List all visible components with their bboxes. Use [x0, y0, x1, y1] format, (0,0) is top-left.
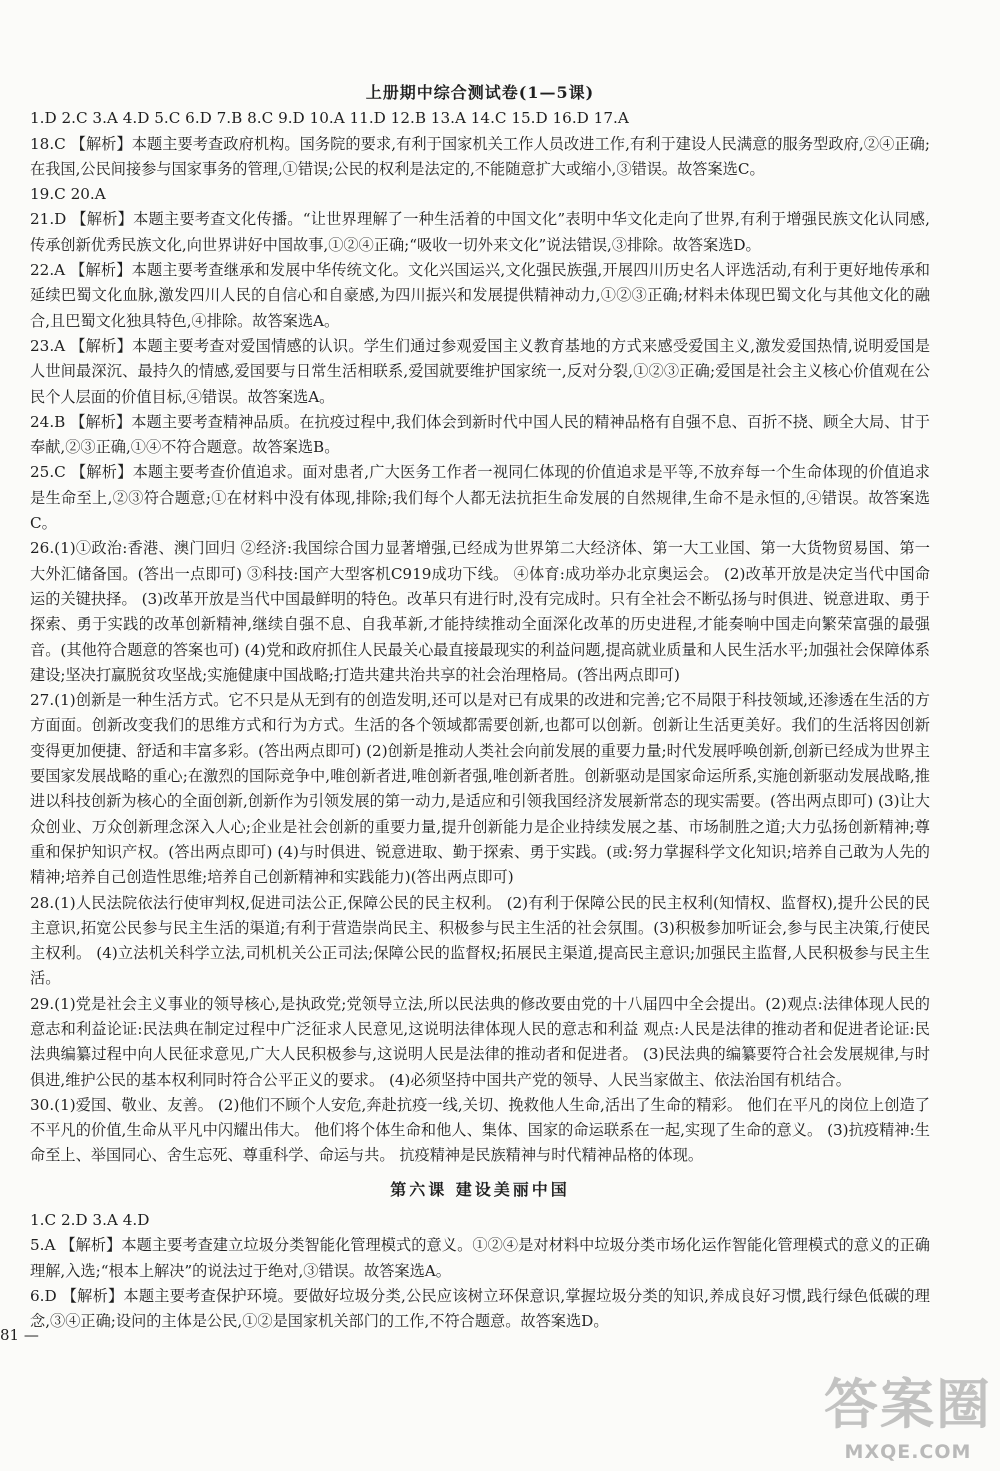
- answer-item: 28.(1)人民法院依法行使审判权,促进司法公正,保障公民的民主权利。 (2)有利于保障公民的民主权利(知情权、监督权),提升公民的民主意识,拓宽公民参与民主生活的渠道;有利于营造崇尚民主、积极参与民主生活的社会氛围。(3)积极参加听证会,参与民主决策,行使民主权利。 (4)立法机关科学立法,司机机关公正司法;保障公民的监督权;拓展民主渠道,提高民主意识;加强民主监督,人民积极参与民主生活。: [30, 893, 930, 988]
- answer-item: 27.(1)创新是一种生活方式。它不只是从无到有的创造发明,还可以是对已有成果的改进和完善;它不局限于科技领域,还渗透在生活的方方面面。创新改变我们的思维方式和行为方式。生活的各个领域都需要创新,也都可以创新。创新让生活更美好。我们的生活将因创新变得更加便捷、舒适和丰富多彩。(答出两点即可) (2)创新是推动人类社会向前发展的重要力量;时代发展呼唤创新,创新已经成为世界主要国家发展战略的重心;在激烈的国际竞争中,唯创新者进,唯创新者强,唯创新者胜。创新驱动是国家命运所系,实施创新驱动发展战略,推进以科技创新为核心的全面创新,创新作为引领发展的第一动力,是适应和引领我国经济发展新常态的现实需要。(答出两点即可) (3)让大众创业、万众创新理念深入人心;企业是社会创新的重要力量,提升创新能力是企业持续发展之基、市场制胜之道;大力弘扬创新精神;尊重和保护知识产权。(答出两点即可) (4)与时俱进、锐意进取、勤于探索、勇于实践。(或:努力掌握科学文化知识;培养自己敢为人先的精神;培养自己创造性思维;培养自己创新精神和实践能力)(答出两点即可): [30, 691, 930, 887]
- answer-item: 26.(1)①政治:香港、澳门回归 ②经济:我国综合国力显著增强,已经成为世界第二大经济体、第一大工业国、第一大货物贸易国、第一大外汇储备国。(答出一点即可) ③科技:国产大型客机C919成功下线。 ④体育:成功举办北京奥运会。 (2)改革开放是决定当代中国命运的关键抉择。 (3)改革开放是当代中国最鲜明的特色。改革只有进行时,没有完成时。只有全社会不断弘扬与时俱进、锐意进取、勇于探索、勇于实践的改革创新精神,继续自强不息、自我革新,才能持续推动全面深化改革的历史进程,才能奏响中国走向繁荣富强的最强音。(其他符合题意的答案也可) (4)党和政府抓住人民最关心最直接最现实的利益问题,提高就业质量和人民生活水平;加强社会保障体系建设;坚决打赢脱贫攻坚战;实施健康中国战略;打造共建共治共享的社会治理格局。(答出两点即可): [30, 539, 930, 684]
- page-number: 81 —: [0, 1326, 39, 1344]
- answer-item: 1.D 2.C 3.A 4.D 5.C 6.D 7.B 8.C 9.D 10.A 11.D 12.B 13.A 14.C 15.D 16.D 17.A: [30, 109, 629, 128]
- answer-item: 24.B 【解析】本题主要考查精神品质。在抗疫过程中,我们体会到新时代中国人民的精神品格有自强不息、百折不挠、顾全大局、甘于奉献,②③正确,①④不符合题意。故答案选B。: [30, 412, 930, 457]
- answer-item: 6.D 【解析】本题主要考查保护环境。要做好垃圾分类,公民应该树立环保意识,掌握垃圾分类的知识,养成良好习惯,践行绿色低碳的理念,③④正确;设问的主体是公民,①②是国家机关部门的工作,不符合题意。故答案选D。: [30, 1286, 930, 1331]
- watermark-logo-text: 答案圈: [824, 1373, 992, 1436]
- lesson-answer-list: [30, 1208, 930, 1334]
- answer-item: 23.A 【解析】本题主要考查对爱国情感的认识。学生们通过参观爱国主义教育基地的方式来感受爱国主义,激发爱国热情,说明爱国是人世间最深沉、最持久的情感,爱国要与日常生活相联系,爱国就要维护国家统一,反对分裂,①②③正确;爱国是社会主义核心价值观在公民个人层面的价值目标,④错误。故答案选A。: [30, 336, 930, 406]
- watermark-site: MXQE.COM: [844, 1441, 972, 1463]
- answer-item: 1.C 2.D 3.A 4.D: [30, 1211, 150, 1230]
- answer-item: 22.A 【解析】本题主要考查继承和发展中华传统文化。文化兴国运兴,文化强民族强,开展四川历史名人评选活动,有利于更好地传承和延续巴蜀文化血脉,激发四川人民的自信心和自豪感,为四川振兴和发展提供精神动力,①②③正确;材料未体现巴蜀文化与其他文化的融合,且巴蜀文化独具特色,④排除。故答案选A。: [30, 261, 930, 330]
- answer-item: 19.C 20.A: [30, 185, 106, 204]
- answer-item: 18.C 【解析】本题主要考查政府机构。国务院的要求,有利于国家机关工作人员改进工作,有利于建设人民满意的服务型政府,②④正确;在我国,公民间接参与国家事务的管理,①错误;公民的权利是法定的,不能随意扩大或缩小,③错误。故答案选C。: [30, 134, 930, 178]
- answer-item: 29.(1)党是社会主义事业的领导核心,是执政党;党领导立法,所以民法典的修改要由党的十八届四中全会提出。(2)观点:法律体现人民的意志和利益论证:民法典在制定过程中广泛征求人民意见,这说明法律体现人民的意志和利益 观点:人民是法律的推动者和促进者论证:民法典编纂过程中向人民征求意见,广大人民积极参与,这说明人民是法律的推动者和促进者。 (3)民法典的编纂要符合社会发展规律,与时俱进,维护公民的基本权利同时符合公平正义的要求。 (4)必须坚持中国共产党的领导、人民当家做主、依法治国有机结合。: [30, 994, 930, 1089]
- answer-item: 30.(1)爱国、敬业、友善。 (2)他们不顾个人安危,奔赴抗疫一线,关切、挽救他人生命,活出了生命的精彩。 他们在平凡的岗位上创造了不平凡的价值,生命从平凡中闪耀出伟大。 他们将个体生命和他人、集体、国家的命运联系在一起,实现了生命的意义。 (3)抗疫精神:生命至上、举国同心、舍生忘死、尊重科学、命运与共。 抗疫精神是民族精神与时代精神品格的体现。: [30, 1095, 930, 1165]
- answer-item: 5.A 【解析】本题主要考查建立垃圾分类智能化管理模式的意义。①②④是对材料中垃圾分类市场化运作智能化管理模式的意义的正确理解,入选;“根本上解决”的说法过于绝对,③错误。故答案选A。: [30, 1236, 930, 1280]
- answer-page-content: [30, 80, 930, 1335]
- section-title-lesson-6: 第六课 建设美丽中国: [390, 1179, 570, 1199]
- watermark-logo: [822, 1370, 994, 1466]
- answer-item: 25.C 【解析】本题主要考查价值追求。面对患者,广大医务工作者一视同仁体现的价值追求是平等,不放弃每一个生命体现的价值追求是生命至上,②③符合题意;①在材料中没有体现,排除;我们每个人都无法抗拒生命发展的自然规律,生命不是永恒的,④错误。故答案选C。: [30, 463, 930, 533]
- answer-item: 21.D 【解析】本题主要考查文化传播。“让世界理解了一种生活着的中国文化”表明中华文化走向了世界,有利于增强民族文化认同感,传承创新优秀民族文化,向世界讲好中国故事,①②④正确;“吸收一切外来文化”说法错误,③排除。故答案选D。: [30, 210, 930, 254]
- section-title-midterm: 上册期中综合测试卷(1—5课): [365, 83, 595, 102]
- midterm-answer-list: [30, 106, 930, 1168]
